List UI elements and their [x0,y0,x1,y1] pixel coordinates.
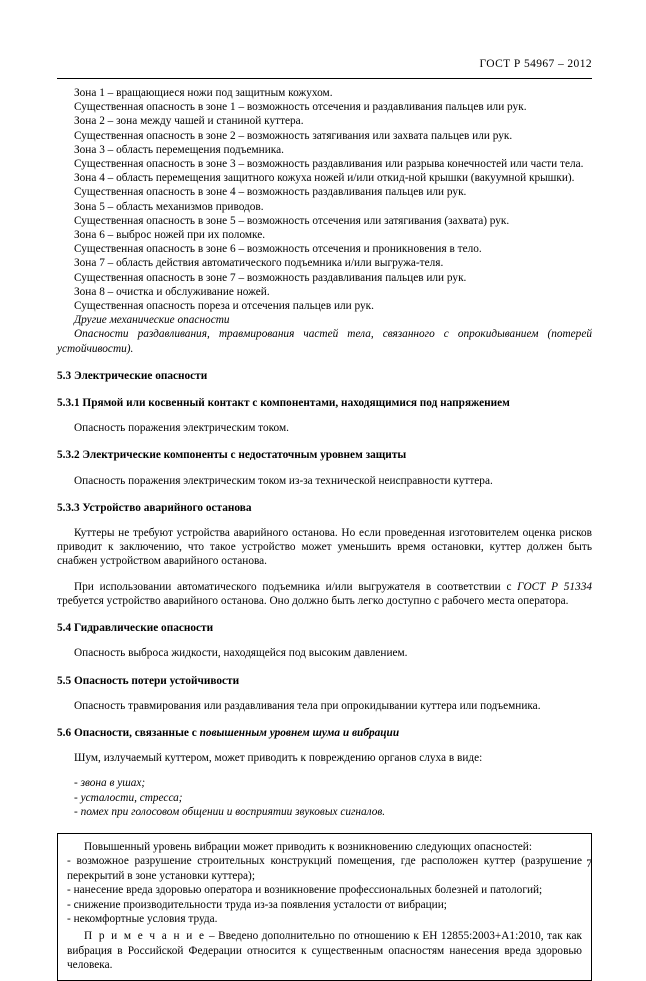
zone-line: Зона 3 – область перемещения подъемника. [74,143,284,156]
section-heading-5-3-1: 5.3.1 Прямой или косвенный контакт с компонентами, находящимися под напряжением [57,397,510,410]
section-heading-5-3-3: 5.3.3 Устройство аварийного останова [57,501,252,514]
zone-line: Зона 6 – выброс ножей при их поломке. [74,229,266,242]
zone-line: Зона 4 – область перемещения защитного кожуха ножей и/или откид-ной крышки (вакуумной крышки). [74,172,575,185]
paragraph-5-3-3-a: Куттеры не требуют устройства аварийного останова. Но если проведенная изготовителем оценка рисков приводит к заключению, что такое устройство может уменьшить время остановки, куттер должен быть снабжен устройством аварийного останова. [57,527,592,568]
zone-line: Зона 5 – область механизмов приводов. [74,200,264,213]
section-heading-5-6-italic: повышенным уровнем шума и вибрации [199,726,400,739]
list-item: - звона в ушах; [74,777,146,790]
other-hazards-title: Другие механические опасности [74,314,230,327]
box-note-label: П р и м е ч а н и е [84,930,206,943]
vibration-note-box [57,833,592,981]
page-number: 7 [586,858,592,870]
zone-line: Зона 2 – зона между чашей и станиной куттера. [74,115,304,128]
list-item: - усталости, стресса; [74,791,183,804]
page-content [57,86,592,981]
box-note [67,929,582,972]
section-heading-5-6 [57,726,592,740]
zone-line: Зона 1 – вращающиеся ножи под защитным кожухом. [74,87,333,99]
zone-line: Существенная опасность в зоне 2 – возможность затягивания или захвата пальцев или рук. [74,129,513,142]
paragraph-5-3-1: Опасность поражения электрическим током. [74,422,289,435]
box-list-item: - нанесение вреда здоровью оператора и возникновение профессиональных болезней и патологий; [67,884,543,897]
zone-line: Существенная опасность в зоне 4 – возможность раздавливания пальцев или рук. [74,186,467,199]
zone-line: Существенная опасность пореза и отсечения пальцев или рук. [74,300,374,313]
page-header: ГОСТ Р 54967 – 2012 [479,58,592,70]
standard-reference: ГОСТ Р 51334 [517,580,592,593]
other-hazards-text: Опасности раздавливания, травмирования частей тела, связанного с опрокидыванием (потерей устойчивости). [57,328,592,355]
paragraph-5-5: Опасность травмирования или раздавливания тела при опрокидывании куттера или подъемника. [74,699,541,712]
section-heading-5-4: 5.4 Гидравлические опасности [57,622,214,635]
section-heading-5-3-2: 5.3.2 Электрические компоненты с недостаточным уровнем защиты [57,449,407,462]
box-list-item: - снижение производительности труда из-за появления усталости от вибрации; [67,898,447,911]
box-list-item: - возможное разрушение строительных конструкций помещения, где расположен куттер (разрушение перекрытий в зоне установки куттера); [67,855,582,882]
list-item: - помех при голосовом общении и восприятии звуковых сигналов. [74,805,386,818]
zone-line: Существенная опасность в зоне 7 – возможность раздавливания пальцев или рук. [74,271,467,284]
section-heading-5-5: 5.5 Опасность потери устойчивости [57,674,240,687]
box-list-item: - некомфортные условия труда. [67,912,218,925]
zone-line: Существенная опасность в зоне 6 – возможность отсечения и проникновения в тело. [74,243,482,256]
zone-line: Зона 8 – очистка и обслуживание ножей. [74,285,270,298]
paragraph-5-6: Шум, излучаемый куттером, может приводить к повреждению органов слуха в виде: [74,752,483,765]
paragraph-5-3-2: Опасность поражения электрическим током из-за технической неисправности куттера. [74,474,493,487]
section-heading-5-6-plain: 5.6 Опасности, связанные с [57,726,200,739]
zone-line: Существенная опасность в зоне 5 – возможность отсечения или затягивания (захвата) рук. [74,214,510,227]
zone-line: Зона 7 – область действия автоматического подъемника и/или выгружа-теля. [74,257,444,270]
paragraph-5-4: Опасность выброса жидкости, находящейся под высоким давлением. [74,647,408,660]
header-divider [57,78,592,79]
box-intro: Повышенный уровень вибрации может приводить к возникновению следующих опасностей: [84,840,532,853]
zone-line: Существенная опасность в зоне 1 – возможность отсечения и раздавливания пальцев или рук. [74,101,527,114]
section-heading-5-3: 5.3 Электрические опасности [57,369,208,382]
paragraph-5-3-3-b: При использовании автоматического подъемника и/или выгружателя в соответствии с ГОСТ Р 51334 требуется устройство аварийного останова. Оно должно быть легко доступно с рабочего места оператора. [57,580,592,607]
zone-line: Существенная опасность в зоне 3 – возможность раздавливания или разрыва конечностей или части тела. [74,158,584,171]
box-note-text: – Введено дополнительно по отношению к ЕН 12855:2003+А1:2010, так как вибрация в Российской Федерации относится к существенным опасностям нанесения вреда здоровью человека. [67,930,582,972]
